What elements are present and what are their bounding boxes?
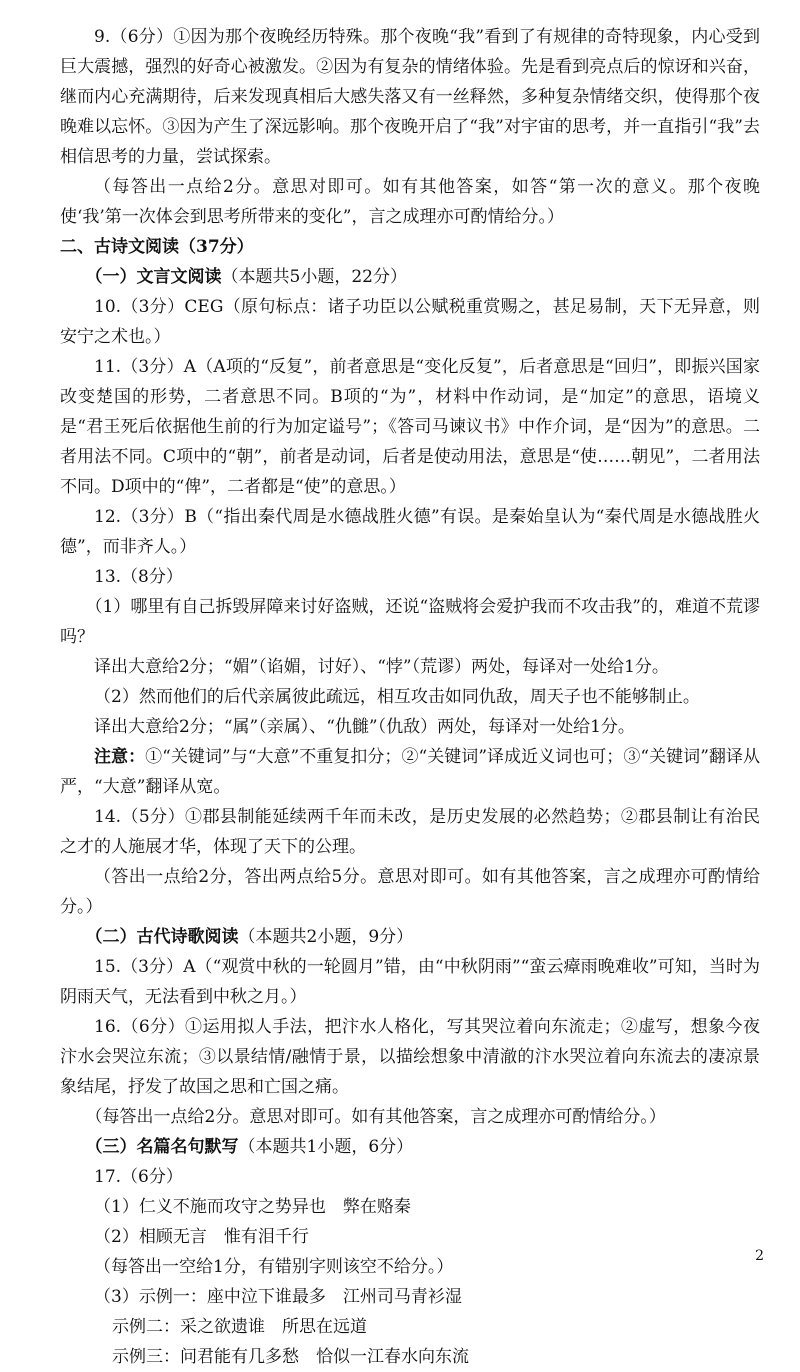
part2-heading: [60, 922, 760, 952]
note-label: 注意：: [94, 747, 146, 767]
part3-heading: [60, 1132, 760, 1162]
part3-info: （本题共1小题，6分）: [238, 1137, 414, 1157]
part2-info: （本题共2小题，9分）: [238, 927, 414, 947]
q16-answer: 16.（6分）①运用拟人手法，把汴水人格化，写其哭泣着向东流走；②虚写，想象今夜汴水会哭泣东流；③以景结情/融情于景，以描绘想象中清澈的汴水哭泣着向东流去的凄凉景象结尾，抒发了故国之思和亡国之痛。: [60, 1017, 760, 1097]
q17-answer-1: （1）仁义不施而攻守之势异也 弊在赂秦: [94, 1197, 411, 1217]
q17-answer-3: （3）示例一：座中泣下谁最多 江州司马青衫湿: [94, 1287, 462, 1307]
q14-answer: 14.（5分）①郡县制能延续两千年而未改，是历史发展的必然趋势；②郡县制让有治民之才的人施展才华，体现了天下的公理。: [60, 807, 760, 857]
q9-scoring-note: （每答出一点给2分。意思对即可。如有其他答案，如答“第一次的意义。那个夜晚使‘我’第一次体会到思考所带来的变化”，言之成理亦可酌情给分。）: [60, 177, 760, 227]
q17-answer-2: （2）相顾无言 惟有泪千行: [94, 1227, 309, 1247]
part2-head: （二）古代诗歌阅读: [85, 927, 239, 947]
q16-scoring-note: （每答出一点给2分。意思对即可。如有其他答案，言之成理亦可酌情给分。）: [85, 1107, 666, 1127]
q17-scoring-note: （每答出一空给1分，有错别字则该空不给分。）: [94, 1257, 454, 1277]
q10-answer: 10.（3分）CEG（原句标点：诸子功臣以公赋税重赏赐之，甚足易制，天下无异意，则安宁之术也。）: [60, 297, 760, 347]
part1-head: （一）文言文阅读: [85, 267, 222, 287]
q11-answer: 11.（3分）A（A项的“反复”，前者意思是“变化反复”，后者意思是“回归”，即振兴国家改变楚国的形势，二者意思不同。B项的“为”，材料中作动词，是“加定”的意思，语境义是“君王死后依据他生前的行为加定谥号”；《答司马谏议书》中作介词，是“因为”的意思。二者用法不同。C项中的“朝”，前者是动词，后者是使动用法，意思是“使……朝见”，二者用法不同。D项中的“俾”，二者都是“使”的意思。）: [60, 357, 760, 497]
note-text: ①“关键词”与“大意”不重复扣分；②“关键词”译成近义词也可；③“关键词”翻译从严，“大意”翻译从宽。: [60, 747, 760, 797]
answer-page: [60, 22, 760, 1372]
q13-scoring-1: 译出大意给2分；“媚”（谄媚，讨好）、“悖”（荒谬）两处，每译对一处给1分。: [94, 657, 669, 677]
q13-scoring-2: 译出大意给2分；“属”（亲属）、“仇雠”（仇敌）两处，每译对一处给1分。: [94, 717, 635, 737]
q13-note: [60, 742, 760, 802]
q17-heading: 17.（6分）: [94, 1167, 183, 1187]
q9-answer: 9.（6分）①因为那个夜晚经历特殊。那个夜晚“我”看到了有规律的奇特现象，内心受到巨大震撼，强烈的好奇心被激发。②因为有复杂的情绪体验。先是看到亮点后的惊讶和兴奋，继而内心充满期待，后来发现真相后大感失落又有一丝释然，多种复杂情绪交织，使得那个夜晚难以忘怀。③因为产生了深远影响。那个夜晚开启了“我”对宇宙的思考，并一直指引“我”去相信思考的力量，尝试探索。: [60, 27, 760, 167]
part1-heading: [60, 262, 760, 292]
q13-heading: 13.（8分）: [94, 567, 183, 587]
page-number: 2: [755, 1248, 764, 1264]
q13-translation-1: （1）哪里有自己拆毁屏障来讨好盗贼，还说“盗贼将会爱护我而不攻击我”的，难道不荒谬吗？: [60, 597, 760, 647]
q13-translation-2: （2）然而他们的后代亲属彼此疏远，相互攻击如同仇敌，周天子也不能够制止。: [94, 687, 700, 707]
section-title: 二、古诗文阅读（37分）: [60, 237, 254, 257]
q17-example-3: 示例三：问君能有几多愁 恰似一江春水向东流: [112, 1347, 469, 1367]
q15-answer: 15.（3分）A（“观赏中秋的一轮圆月”错，由“中秋阴雨”“蛮云瘴雨晚难收”可知，当时为阴雨天气，无法看到中秋之月。）: [60, 957, 760, 1007]
q12-answer: 12.（3分）B（“指出秦代周是水德战胜火德”有误。是秦始皇认为“秦代周是水德战胜火德”，而非齐人。）: [60, 507, 760, 557]
part3-head: （三）名篇名句默写: [85, 1137, 239, 1157]
q14-scoring-note: （答出一点给2分，答出两点给5分。意思对即可。如有其他答案，言之成理亦可酌情给分。）: [60, 867, 760, 917]
q17-example-2: 示例二：采之欲遗谁 所思在远道: [112, 1317, 367, 1337]
part1-info: （本题共5小题，22分）: [221, 267, 407, 287]
